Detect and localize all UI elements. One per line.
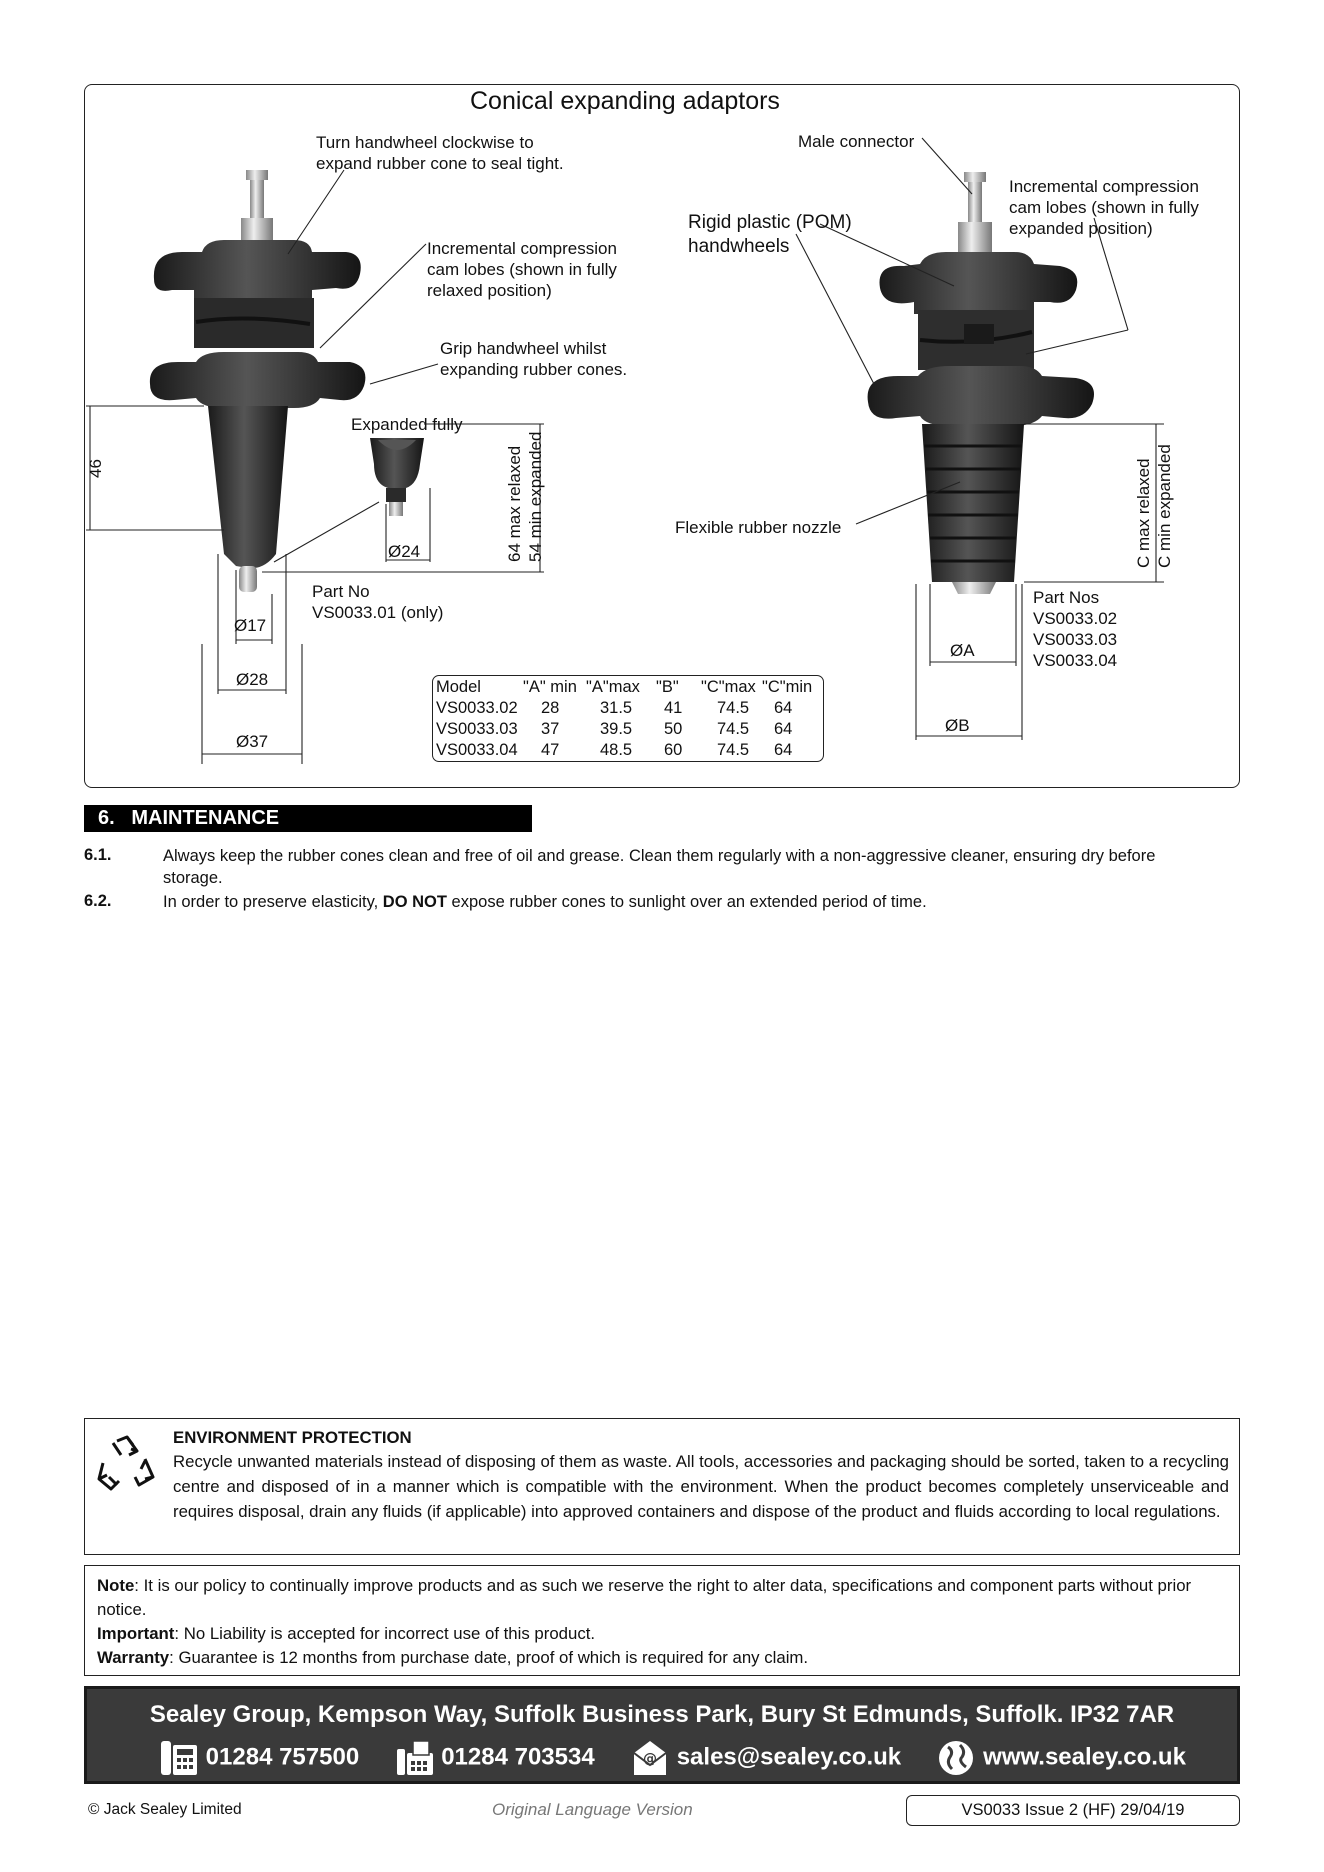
table-header: Model — [436, 678, 481, 696]
footer-copyright: © Jack Sealey Limited — [88, 1801, 242, 1818]
table-header: "B" — [656, 678, 679, 696]
environment-text: Recycle unwanted materials instead of disposing of them as waste. All tools, accessories and packaging should be sorted, taken to a recycling centre and disposed of in a manner which is compatible with the environment. When the product becomes completely unserviceable and requires disposal, drain any fluids (if applicable) into approved containers and dispose of the product and fluids according to local regulations. — [173, 1452, 1229, 1521]
label-rigid-plastic: Rigid plastic (POM) handwheels — [688, 212, 852, 257]
table-cell: VS0033.03 — [436, 720, 518, 738]
table-cell: 64 — [774, 699, 793, 717]
dim-46: 46 — [86, 459, 105, 478]
part-nos-item: VS0033.03 — [1033, 630, 1118, 649]
recycle-icon — [95, 1433, 157, 1495]
contact-fax[interactable]: 01284 703534 — [441, 1743, 595, 1771]
table-cell: VS0033.02 — [436, 699, 518, 717]
warranty-text: : Guarantee is 12 months from purchase date, proof of which is required for any claim. — [169, 1648, 809, 1667]
fax-icon — [395, 1739, 435, 1777]
table-cell: 39.5 — [600, 720, 633, 738]
notes-content — [97, 1574, 1229, 1670]
part-nos-item: VS0033.02 — [1033, 609, 1118, 628]
label-part-nos: Part Nos — [1033, 588, 1100, 607]
warranty-line — [97, 1646, 1229, 1670]
table-cell: 74.5 — [717, 741, 750, 759]
table-header: "A" min — [523, 678, 577, 696]
footer-language: Original Language Version — [492, 1800, 693, 1819]
section-number: 6. — [98, 807, 115, 829]
maintenance-item-text — [163, 891, 1183, 913]
label-grip-handwheel: Grip handwheel whilst expanding rubber cones. — [440, 339, 628, 379]
table-cell: 48.5 — [600, 741, 633, 759]
table-cell: 64 — [774, 720, 793, 738]
notes-box — [84, 1565, 1240, 1676]
diagram-title: Conical expanding adaptors — [470, 87, 780, 115]
dim-b: ØB — [945, 716, 970, 735]
maintenance-item-number: 6.1. — [84, 846, 112, 864]
important-text: : No Liability is accepted for incorrect use of this product. — [174, 1624, 596, 1643]
table-header: "C"max — [701, 678, 756, 696]
table-cell: 64 — [774, 741, 793, 759]
table-cell: 31.5 — [600, 699, 633, 717]
email-icon — [630, 1739, 670, 1777]
table-cell: 47 — [541, 741, 560, 759]
contact-phone[interactable]: 01284 757500 — [205, 1743, 360, 1771]
warranty-label: Warranty — [97, 1648, 170, 1667]
spec-table — [432, 675, 824, 762]
dim-64-max: 64 max relaxed — [505, 445, 524, 562]
contact-email[interactable]: sales@sealey.co.uk — [676, 1743, 902, 1771]
dim-d17: Ø17 — [234, 616, 267, 635]
table-row — [436, 698, 812, 719]
maintenance-item-number: 6.2. — [84, 892, 112, 910]
environment-box — [84, 1418, 1240, 1555]
label-cam-lobes-expanded: Incremental compression cam lobes (shown in fully expanded position) — [1009, 177, 1199, 238]
contact-website[interactable]: www.sealey.co.uk — [983, 1743, 1186, 1771]
table-cell: VS0033.04 — [436, 741, 518, 759]
globe-icon — [936, 1739, 976, 1777]
note-line — [97, 1574, 1229, 1622]
table-row — [436, 719, 812, 740]
table-row — [436, 740, 812, 761]
part-nos-item: VS0033.04 — [1033, 651, 1118, 670]
dim-d37: Ø37 — [236, 732, 269, 751]
environment-content — [173, 1427, 1229, 1524]
label-flexible-nozzle: Flexible rubber nozzle — [675, 518, 842, 537]
dim-a: ØA — [950, 641, 975, 660]
table-header: "A"max — [586, 678, 640, 696]
environment-title: ENVIRONMENT PROTECTION — [173, 1428, 412, 1447]
important-line — [97, 1622, 1229, 1646]
maintenance-text-part: expose rubber cones to sunlight over an extended period of time. — [446, 893, 927, 911]
label-part-no-value: VS0033.01 (only) — [312, 603, 444, 622]
contact-row — [159, 1739, 1186, 1777]
label-male-connector: Male connector — [798, 132, 915, 151]
table-cell: 28 — [541, 699, 560, 717]
note-label: Note — [97, 1576, 135, 1595]
dim-d28: Ø28 — [236, 670, 269, 689]
section-header-maintenance — [84, 805, 532, 832]
maintenance-item-text: Always keep the rubber cones clean and free of oil and grease. Clean them regularly with a non-aggressive cleaner, ensuring dry before storage. — [163, 847, 1156, 887]
label-turn-handwheel: Turn handwheel clockwise to expand rubber cone to seal tight. — [316, 133, 564, 173]
table-cell: 41 — [664, 699, 683, 717]
table-cell: 50 — [664, 720, 683, 738]
dim-d24: Ø24 — [388, 542, 421, 561]
table-header: "C"min — [762, 678, 813, 696]
important-label: Important — [97, 1624, 175, 1643]
footer-doc-ref: VS0033 Issue 2 (HF) 29/04/19 — [906, 1795, 1240, 1826]
table-cell: 37 — [541, 720, 560, 738]
contact-box — [84, 1686, 1240, 1784]
label-cam-lobes-relaxed: Incremental compression cam lobes (shown in fully relaxed position) — [427, 239, 617, 300]
label-part-no: Part No — [312, 582, 370, 601]
svg-text:@: @ — [643, 1751, 658, 1767]
label-expanded-fully: Expanded fully — [351, 415, 463, 434]
contact-address: Sealey Group, Kempson Way, Suffolk Business Park, Bury St Edmunds, Suffolk. IP32 7AR — [149, 1701, 1175, 1728]
note-text: : It is our policy to continually improve products and as such we reserve the right to alter data, specifications and component parts without prior notice. — [97, 1576, 1192, 1619]
maintenance-text-bold: DO NOT — [382, 893, 447, 911]
table-cell: 74.5 — [717, 699, 750, 717]
table-cell: 60 — [664, 741, 683, 759]
dim-54-min: 54 min expanded — [526, 431, 545, 562]
table-header-row — [436, 677, 812, 698]
section-title: MAINTENANCE — [131, 807, 280, 829]
dim-c-max: C max relaxed — [1134, 458, 1153, 568]
phone-icon — [159, 1739, 199, 1777]
dim-c-min: C min expanded — [1155, 444, 1174, 568]
table-cell: 74.5 — [717, 720, 750, 738]
maintenance-text-part: In order to preserve elasticity, — [163, 893, 383, 911]
expanded-cone-image — [370, 438, 424, 516]
